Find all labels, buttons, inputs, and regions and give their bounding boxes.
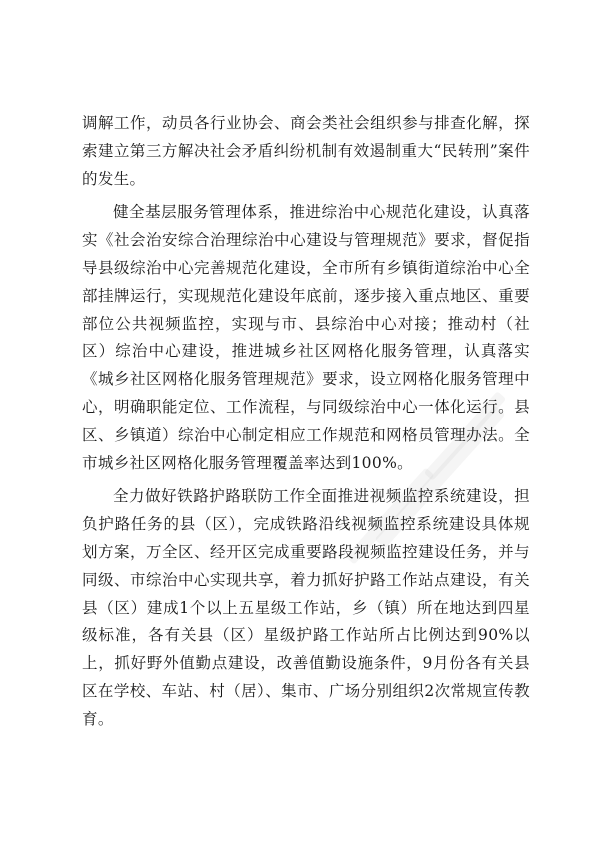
document-body [82,110,530,734]
paragraph-grassroots-service: 健全基层服务管理体系，推进综治中心规范化建设，认真落实《社会治安综合治理综治中心建设与管理规范》要求，督促指导县级综治中心完善规范化建设，全市所有乡镇街道综治中心全部挂牌运行，实现规范化建设年底前，逐步接入重点地区、重要部位公共视频监控，实现与市、县综治中心对接；推动村（社区）综治中心建设，推进城乡社区网格化服务管理，认真落实《城乡社区网格化服务管理规范》要求，设立网格化服务管理中心，明确职能定位、工作流程，与同级综治中心一体化运行。县区、乡镇道）综治中心制定相应工作规范和网格员管理办法。全市城乡社区网格化服务管理覆盖率达到100%。 [82,203,530,472]
paragraph-railway-protection: 全力做好铁路护路联防工作全面推进视频监控系统建设，担负护路任务的县（区），完成铁路沿线视频监控系统建设具体规划方案，万全区、经开区完成重要路段视频监控建设任务，并与同级、市综治中心实现共享，着力抓好护路工作站点建设，有关县（区）建成1个以上五星级工作站，乡（镇）所在地达到四星级标准，各有关县（区）星级护路工作站所占比例达到90%以上，抓好野外值勤点建设，改善值勤设施条件，9月份各有关县区在学校、车站、村（居）、集市、广场分别组织2次常规宣传教育。 [82,487,530,728]
paragraph-continuation: 调解工作，动员各行业协会、商会类社会组织参与排查化解，探索建立第三方解决社会矛盾纠纷机制有效遏制重大“民转刑”案件的发生。 [82,114,530,188]
